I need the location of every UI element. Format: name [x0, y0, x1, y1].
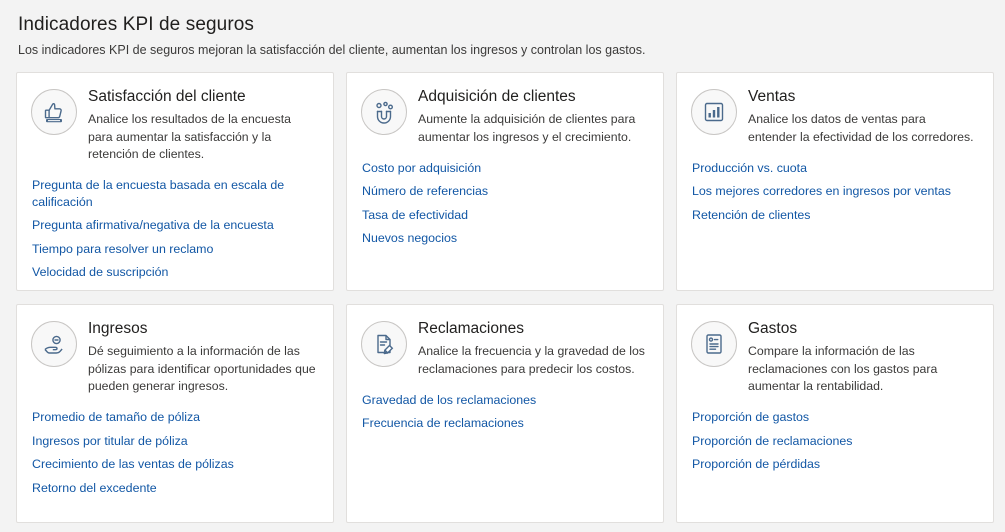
kpi-card-claims	[346, 304, 664, 523]
card-title: Ventas	[748, 88, 796, 106]
card-header-text	[88, 319, 317, 395]
card-header	[361, 87, 647, 146]
kpi-link[interactable]: Promedio de tamaño de póliza	[32, 410, 201, 425]
kpi-link[interactable]: Tasa de efectividad	[362, 207, 469, 222]
kpi-link[interactable]: Número de referencias	[362, 184, 489, 199]
card-header	[361, 319, 647, 378]
card-description: Analice la frecuencia y la gravedad de los reclamaciones para predecir los costos.	[418, 344, 645, 376]
card-links	[691, 409, 977, 473]
kpi-link[interactable]: Los mejores corredores en ingresos por ventas	[692, 184, 951, 199]
card-links	[31, 177, 317, 281]
card-links	[361, 160, 647, 247]
thumbs-up-icon	[31, 89, 77, 135]
card-header-text	[418, 87, 647, 146]
kpi-link[interactable]: Gravedad de los reclamaciones	[362, 392, 537, 407]
card-description: Analice los resultados de la encuesta para aumentar la satisfacción y la retención de clientes.	[88, 112, 292, 161]
kpi-link[interactable]: Tiempo para resolver un reclamo	[32, 241, 214, 256]
kpi-link[interactable]: Velocidad de suscripción	[32, 265, 169, 280]
kpi-link[interactable]: Proporción de gastos	[692, 410, 810, 425]
kpi-link[interactable]: Proporción de reclamaciones	[692, 433, 853, 448]
kpi-link[interactable]: Retorno del excedente	[32, 480, 157, 495]
page-subtitle: Los indicadores KPI de seguros mejoran la satisfacción del cliente, aumentan los ingresos y controlan los gastos.	[18, 43, 646, 57]
kpi-link[interactable]: Producción vs. cuota	[692, 160, 808, 175]
card-links	[691, 160, 977, 224]
card-header-text	[88, 87, 317, 163]
card-title: Reclamaciones	[418, 320, 524, 338]
kpi-link[interactable]: Frecuencia de reclamaciones	[362, 416, 524, 431]
card-header-text	[748, 319, 977, 395]
card-links	[31, 409, 317, 496]
magnet-people-icon	[361, 89, 407, 135]
hand-coin-icon	[31, 321, 77, 367]
kpi-link[interactable]: Pregunta de la encuesta basada en escala de calificación	[32, 178, 285, 209]
kpi-link[interactable]: Pregunta afirmativa/negativa de la encuesta	[32, 218, 274, 233]
kpi-link[interactable]: Nuevos negocios	[362, 231, 458, 246]
kpi-link[interactable]: Crecimiento de las ventas de pólizas	[32, 457, 234, 472]
kpi-card-expenses	[676, 304, 994, 523]
card-title: Adquisición de clientes	[418, 88, 576, 106]
card-description: Aumente la adquisición de clientes para aumentar los ingresos y el crecimiento.	[418, 112, 636, 144]
page-title: Indicadores KPI de seguros	[18, 14, 255, 35]
kpi-card-grid	[16, 72, 989, 523]
kpi-link[interactable]: Retención de clientes	[692, 207, 811, 222]
card-header	[691, 319, 977, 395]
document-pencil-icon	[361, 321, 407, 367]
card-description: Dé seguimiento a la información de las pólizas para identificar oportunidades que pueden generar ingresos.	[88, 344, 316, 393]
kpi-link[interactable]: Costo por adquisición	[362, 160, 482, 175]
card-title: Satisfacción del cliente	[88, 88, 246, 106]
card-title: Gastos	[748, 320, 798, 338]
kpi-link[interactable]: Ingresos por titular de póliza	[32, 433, 188, 448]
kpi-card-customer-acquisition	[346, 72, 664, 291]
card-header-text	[748, 87, 977, 146]
card-links	[361, 392, 647, 432]
kpi-card-revenue	[16, 304, 334, 523]
bar-chart-growth-icon	[691, 89, 737, 135]
kpi-card-sales	[676, 72, 994, 291]
kpi-link[interactable]: Proporción de pérdidas	[692, 457, 821, 472]
kpi-card-customer-satisfaction	[16, 72, 334, 291]
card-header-text	[418, 319, 647, 378]
card-title: Ingresos	[88, 320, 148, 338]
card-description: Analice los datos de ventas para entender la efectividad de los corredores.	[748, 112, 974, 144]
card-header	[31, 87, 317, 163]
card-description: Compare la información de las reclamaciones con los gastos para aumentar la rentabilidad.	[748, 344, 938, 393]
card-header	[691, 87, 977, 146]
card-header	[31, 319, 317, 395]
invoice-lines-icon	[691, 321, 737, 367]
